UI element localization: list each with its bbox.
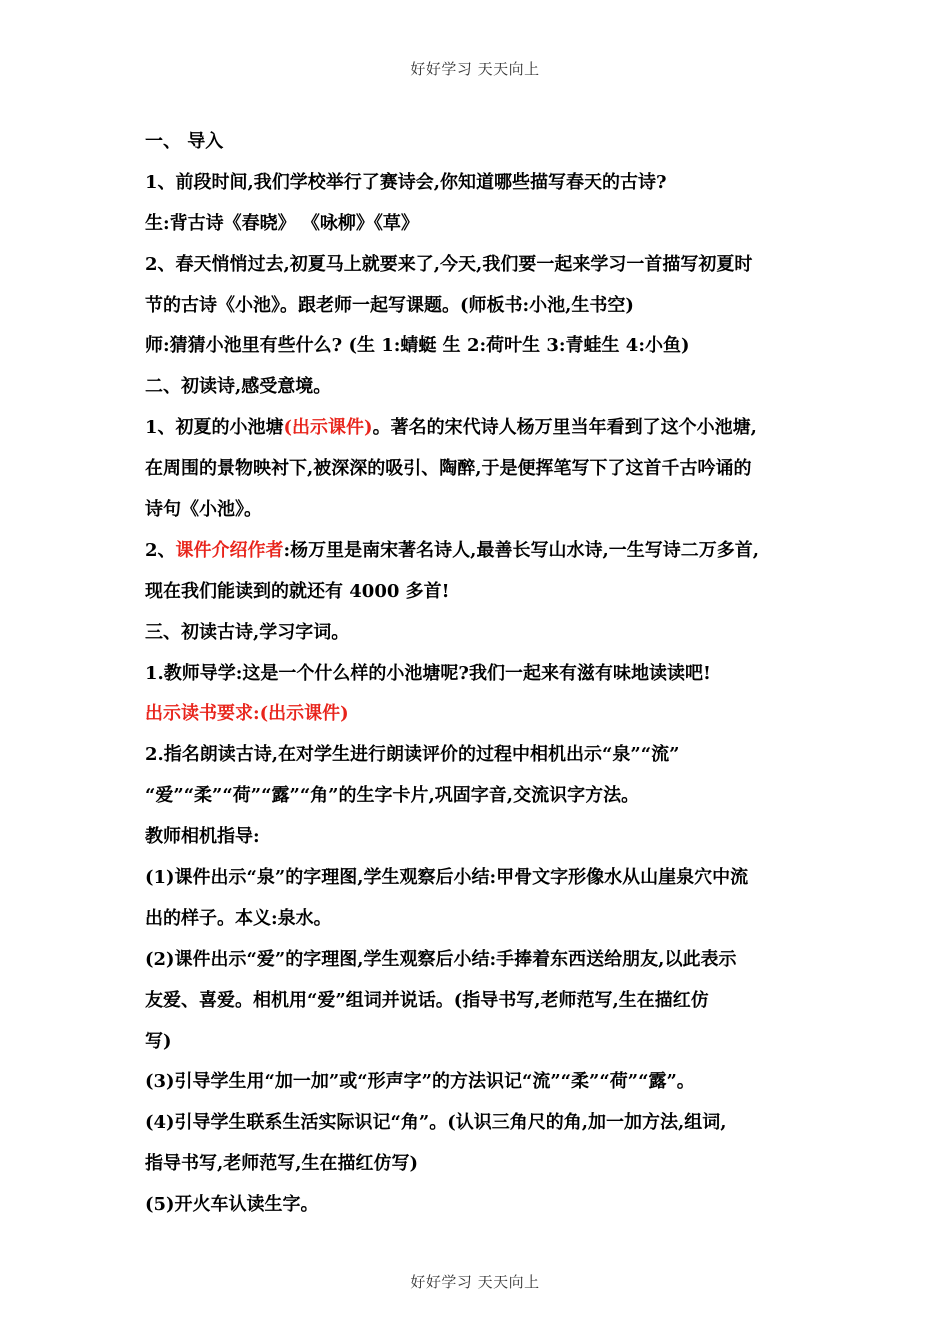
text-segment: 二、初读诗,感受意境。 — [145, 376, 332, 398]
text-line — [145, 455, 825, 496]
text-segment: 诗句《小池》。 — [145, 499, 262, 521]
text-segment: (2)课件出示“爱”的字理图,学生观察后小结:手捧着东西送给朋友,以此表示 — [145, 948, 737, 970]
text-line — [145, 782, 825, 823]
text-segment: 。著名的宋代诗人杨万里当年看到了这个小池塘, — [372, 417, 757, 439]
text-segment: 出示读书要求:(出示课件) — [145, 703, 349, 725]
text-line — [145, 414, 825, 455]
text-segment: (出示课件) — [283, 417, 373, 439]
text-line — [145, 210, 825, 251]
text-segment: :杨万里是南宋著名诗人,最善长写山水诗,一生写诗二万多首, — [283, 539, 759, 561]
text-line — [145, 332, 825, 373]
text-segment: 1.教师导学:这是一个什么样的小池塘呢?我们一起来有滋有味地读读吧! — [145, 662, 711, 684]
text-line — [145, 864, 825, 905]
text-line — [145, 619, 825, 660]
page-header: 好好学习 天天向上 — [410, 60, 540, 78]
text-segment: 指导书写,老师范写,生在描红仿写) — [145, 1153, 419, 1175]
text-segment: 2.指名朗读古诗,在对学生进行朗读评价的过程中相机出示“泉”“流” — [145, 744, 680, 766]
text-line — [145, 128, 825, 169]
text-line — [145, 1109, 825, 1150]
text-line — [145, 741, 825, 782]
text-line — [145, 496, 825, 537]
text-segment: 2、 — [145, 539, 176, 561]
text-line — [145, 823, 825, 864]
text-segment: 师:猜猜小池里有些什么? (生 1:蜻蜓 生 2:荷叶生 3:青蛙生 4:小鱼) — [145, 335, 690, 357]
text-line — [145, 169, 825, 210]
text-segment: (4)引导学生联系生活实际识记“角”。(认识三角尺的角,加一加方法,组词, — [145, 1112, 727, 1134]
text-segment: 2、春天悄悄过去,初夏马上就要来了,今天,我们要一起来学习一首描写初夏时 — [145, 253, 753, 275]
text-segment: 生:背古诗《春晓》 《咏柳》《草》 — [145, 212, 419, 234]
text-segment: 三、初读古诗,学习字词。 — [145, 621, 350, 643]
text-line — [145, 1028, 825, 1069]
text-line — [145, 537, 825, 578]
text-segment: 写) — [145, 1030, 172, 1052]
text-segment: 1、前段时间,我们学校举行了赛诗会,你知道哪些描写春天的古诗? — [145, 171, 667, 193]
text-line — [145, 251, 825, 292]
text-line — [145, 578, 825, 619]
text-segment: “爱”“柔”“荷”“露”“角”的生字卡片,巩固字音,交流识字方法。 — [145, 785, 640, 807]
text-line — [145, 373, 825, 414]
document-body — [145, 128, 825, 1232]
text-line — [145, 1150, 825, 1191]
text-segment: 课件介绍作者 — [175, 539, 284, 561]
page-footer: 好好学习 天天向上 — [410, 1273, 540, 1291]
text-line — [145, 1191, 825, 1232]
text-segment: (5)开火车认读生字。 — [145, 1194, 319, 1216]
text-segment: 现在我们能读到的就还有 4000 多首! — [145, 580, 450, 602]
text-line — [145, 946, 825, 987]
text-line — [145, 905, 825, 946]
text-segment: 1、初夏的小池塘 — [145, 417, 284, 439]
text-segment: 节的古诗《小池》。跟老师一起写课题。(师板书:小池,生书空) — [145, 294, 634, 316]
text-line — [145, 700, 825, 741]
text-segment: 教师相机指导: — [145, 826, 260, 848]
text-segment: 出的样子。本义:泉水。 — [145, 907, 332, 929]
text-line — [145, 660, 825, 701]
text-segment: 友爱、喜爱。相机用“爱”组词并说话。(指导书写,老师范写,生在描红仿 — [145, 989, 709, 1011]
text-line — [145, 987, 825, 1028]
text-segment: (3)引导学生用“加一加”或“形声字”的方法识记“流”“柔”“荷”“露”。 — [145, 1071, 695, 1093]
text-segment: 在周围的景物映衬下,被深深的吸引、陶醉,于是便挥笔写下了这首千古吟诵的 — [145, 458, 752, 480]
text-segment: (1)课件出示“泉”的字理图,学生观察后小结:甲骨文字形像水从山崖泉穴中流 — [145, 867, 749, 889]
text-line — [145, 292, 825, 333]
text-segment: 一、 导入 — [145, 131, 224, 152]
text-line — [145, 1068, 825, 1109]
